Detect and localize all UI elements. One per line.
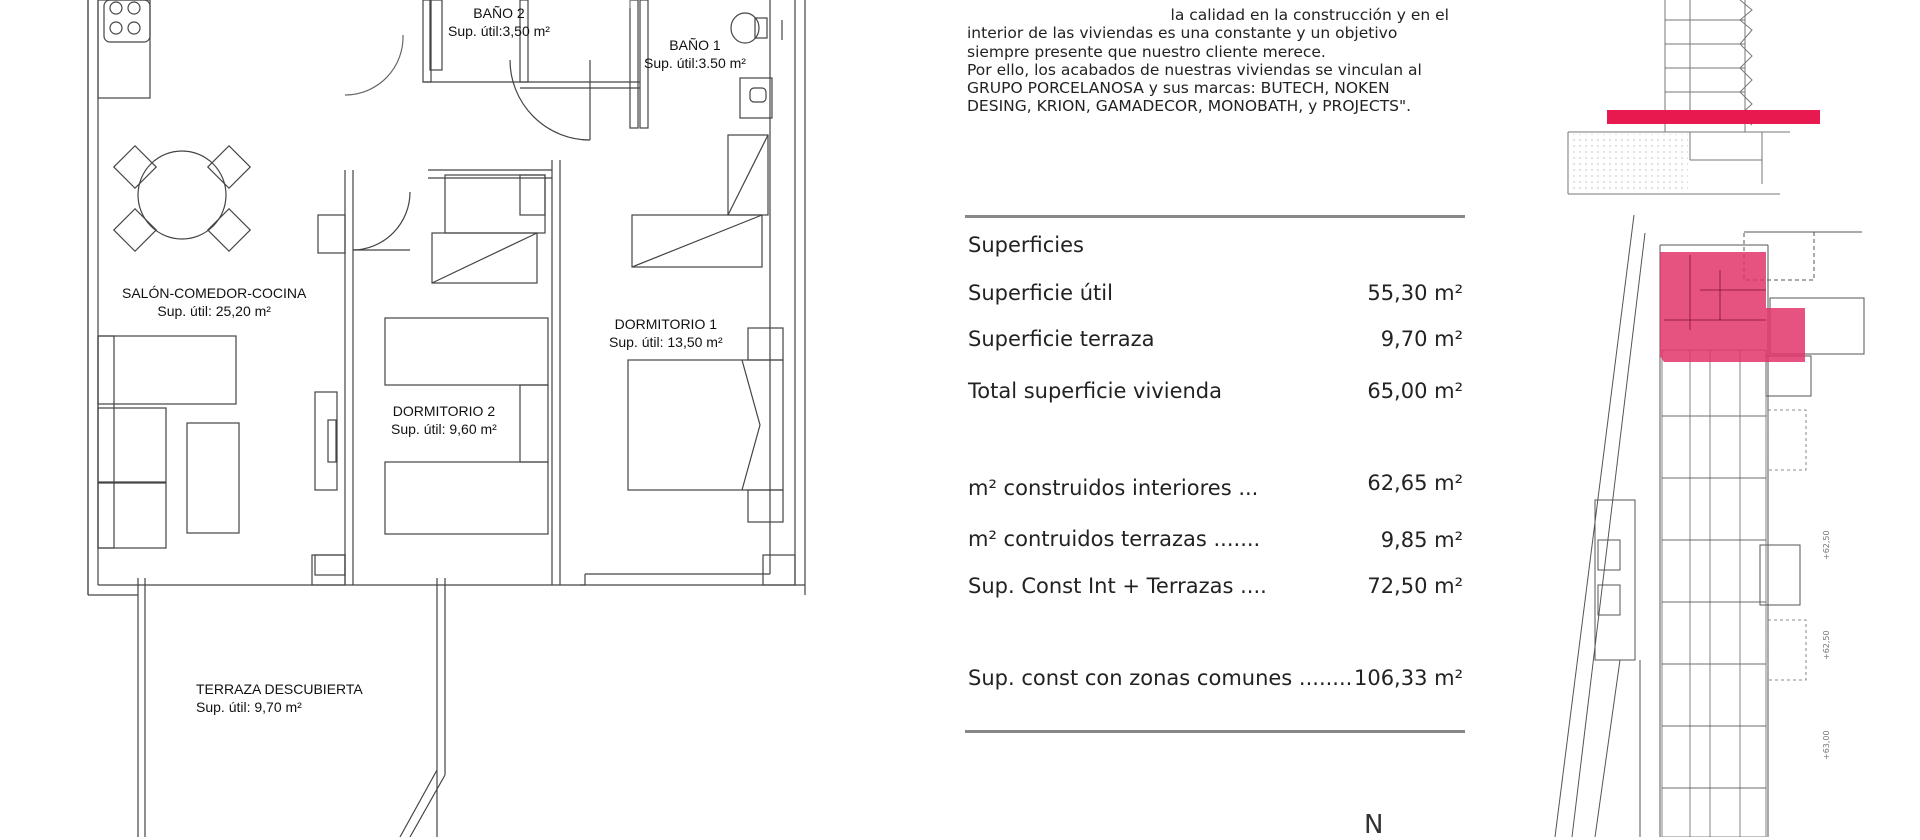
intro-line: la calidad en la construcción y en el bbox=[1170, 6, 1449, 24]
room-name: SALÓN-COMEDOR-COCINA bbox=[122, 285, 307, 301]
room-area: Sup. útil: 25,20 m² bbox=[157, 303, 271, 319]
intro-line: GRUPO PORCELANOSA y sus marcas: BUTECH, NOKEN bbox=[967, 79, 1390, 98]
surface-row-value: 62,65 m² bbox=[1367, 471, 1463, 495]
room-name: TERRAZA DESCUBIERTA bbox=[196, 681, 363, 697]
room-label-bano-1 bbox=[644, 36, 746, 72]
intro-paragraph bbox=[967, 6, 1449, 116]
room-area: Sup. útil: 9,70 m² bbox=[196, 699, 302, 715]
surface-row-value: 55,30 m² bbox=[1367, 281, 1463, 305]
room-name: DORMITORIO 2 bbox=[392, 403, 496, 419]
intro-line: DESING, KRION, GAMADECOR, MONOBATH, y PROJECTS". bbox=[967, 97, 1412, 116]
surface-row-value: 9,85 m² bbox=[1380, 528, 1463, 552]
surface-row-label: Superficie terraza bbox=[968, 327, 1155, 351]
surface-row-label: Total superficie vivienda bbox=[968, 379, 1223, 403]
room-area: Sup. útil:3,50 m² bbox=[448, 23, 550, 39]
room-label-dormitorio-1 bbox=[609, 315, 723, 351]
room-name: DORMITORIO 1 bbox=[614, 316, 718, 332]
room-label-salon bbox=[122, 284, 306, 320]
intro-line: interior de las viviendas es una constante y un objetivo bbox=[967, 24, 1398, 43]
room-name: BAÑO 1 bbox=[669, 37, 721, 53]
room-area: Sup. útil: 13,50 m² bbox=[609, 334, 723, 350]
surface-row-label: m² contruidos terrazas ....... bbox=[968, 527, 1261, 551]
room-area: Sup. útil:3.50 m² bbox=[644, 55, 746, 71]
surface-row-label: Superficie útil bbox=[968, 281, 1113, 305]
surface-row-value: 9,70 m² bbox=[1380, 327, 1463, 351]
surface-row-value: 65,00 m² bbox=[1367, 379, 1463, 403]
room-name: BAÑO 2 bbox=[473, 5, 525, 21]
elevation-label: +62,50 bbox=[1822, 530, 1831, 560]
surface-row-label: Sup. Const Int + Terrazas .... bbox=[968, 574, 1267, 598]
surface-row-value: 72,50 m² bbox=[1367, 574, 1463, 598]
section-highlight bbox=[1607, 110, 1820, 124]
intro-line: Por ello, los acabados de nuestras viviendas se vinculan al bbox=[967, 60, 1422, 79]
surface-row-value: 106,33 m² bbox=[1353, 666, 1463, 690]
north-label: N bbox=[1364, 810, 1384, 840]
elevation-label: +62,50 bbox=[1822, 630, 1831, 660]
room-label-dormitorio-2 bbox=[391, 402, 497, 438]
surfaces-title: Superficies bbox=[968, 233, 1084, 257]
divider-bottom bbox=[965, 730, 1465, 733]
surface-row-label: Sup. const con zonas comunes ........ bbox=[968, 666, 1353, 690]
unit-highlight bbox=[1660, 252, 1805, 362]
elevation-label: +63,00 bbox=[1822, 730, 1831, 760]
divider-top bbox=[965, 215, 1465, 218]
surface-row-label: m² construidos interiores ... bbox=[968, 476, 1259, 500]
room-area: Sup. útil: 9,60 m² bbox=[391, 421, 497, 437]
intro-line: siempre presente que nuestro cliente merece. bbox=[967, 42, 1326, 61]
room-label-bano-2 bbox=[448, 4, 550, 40]
room-label-terraza bbox=[196, 680, 363, 716]
